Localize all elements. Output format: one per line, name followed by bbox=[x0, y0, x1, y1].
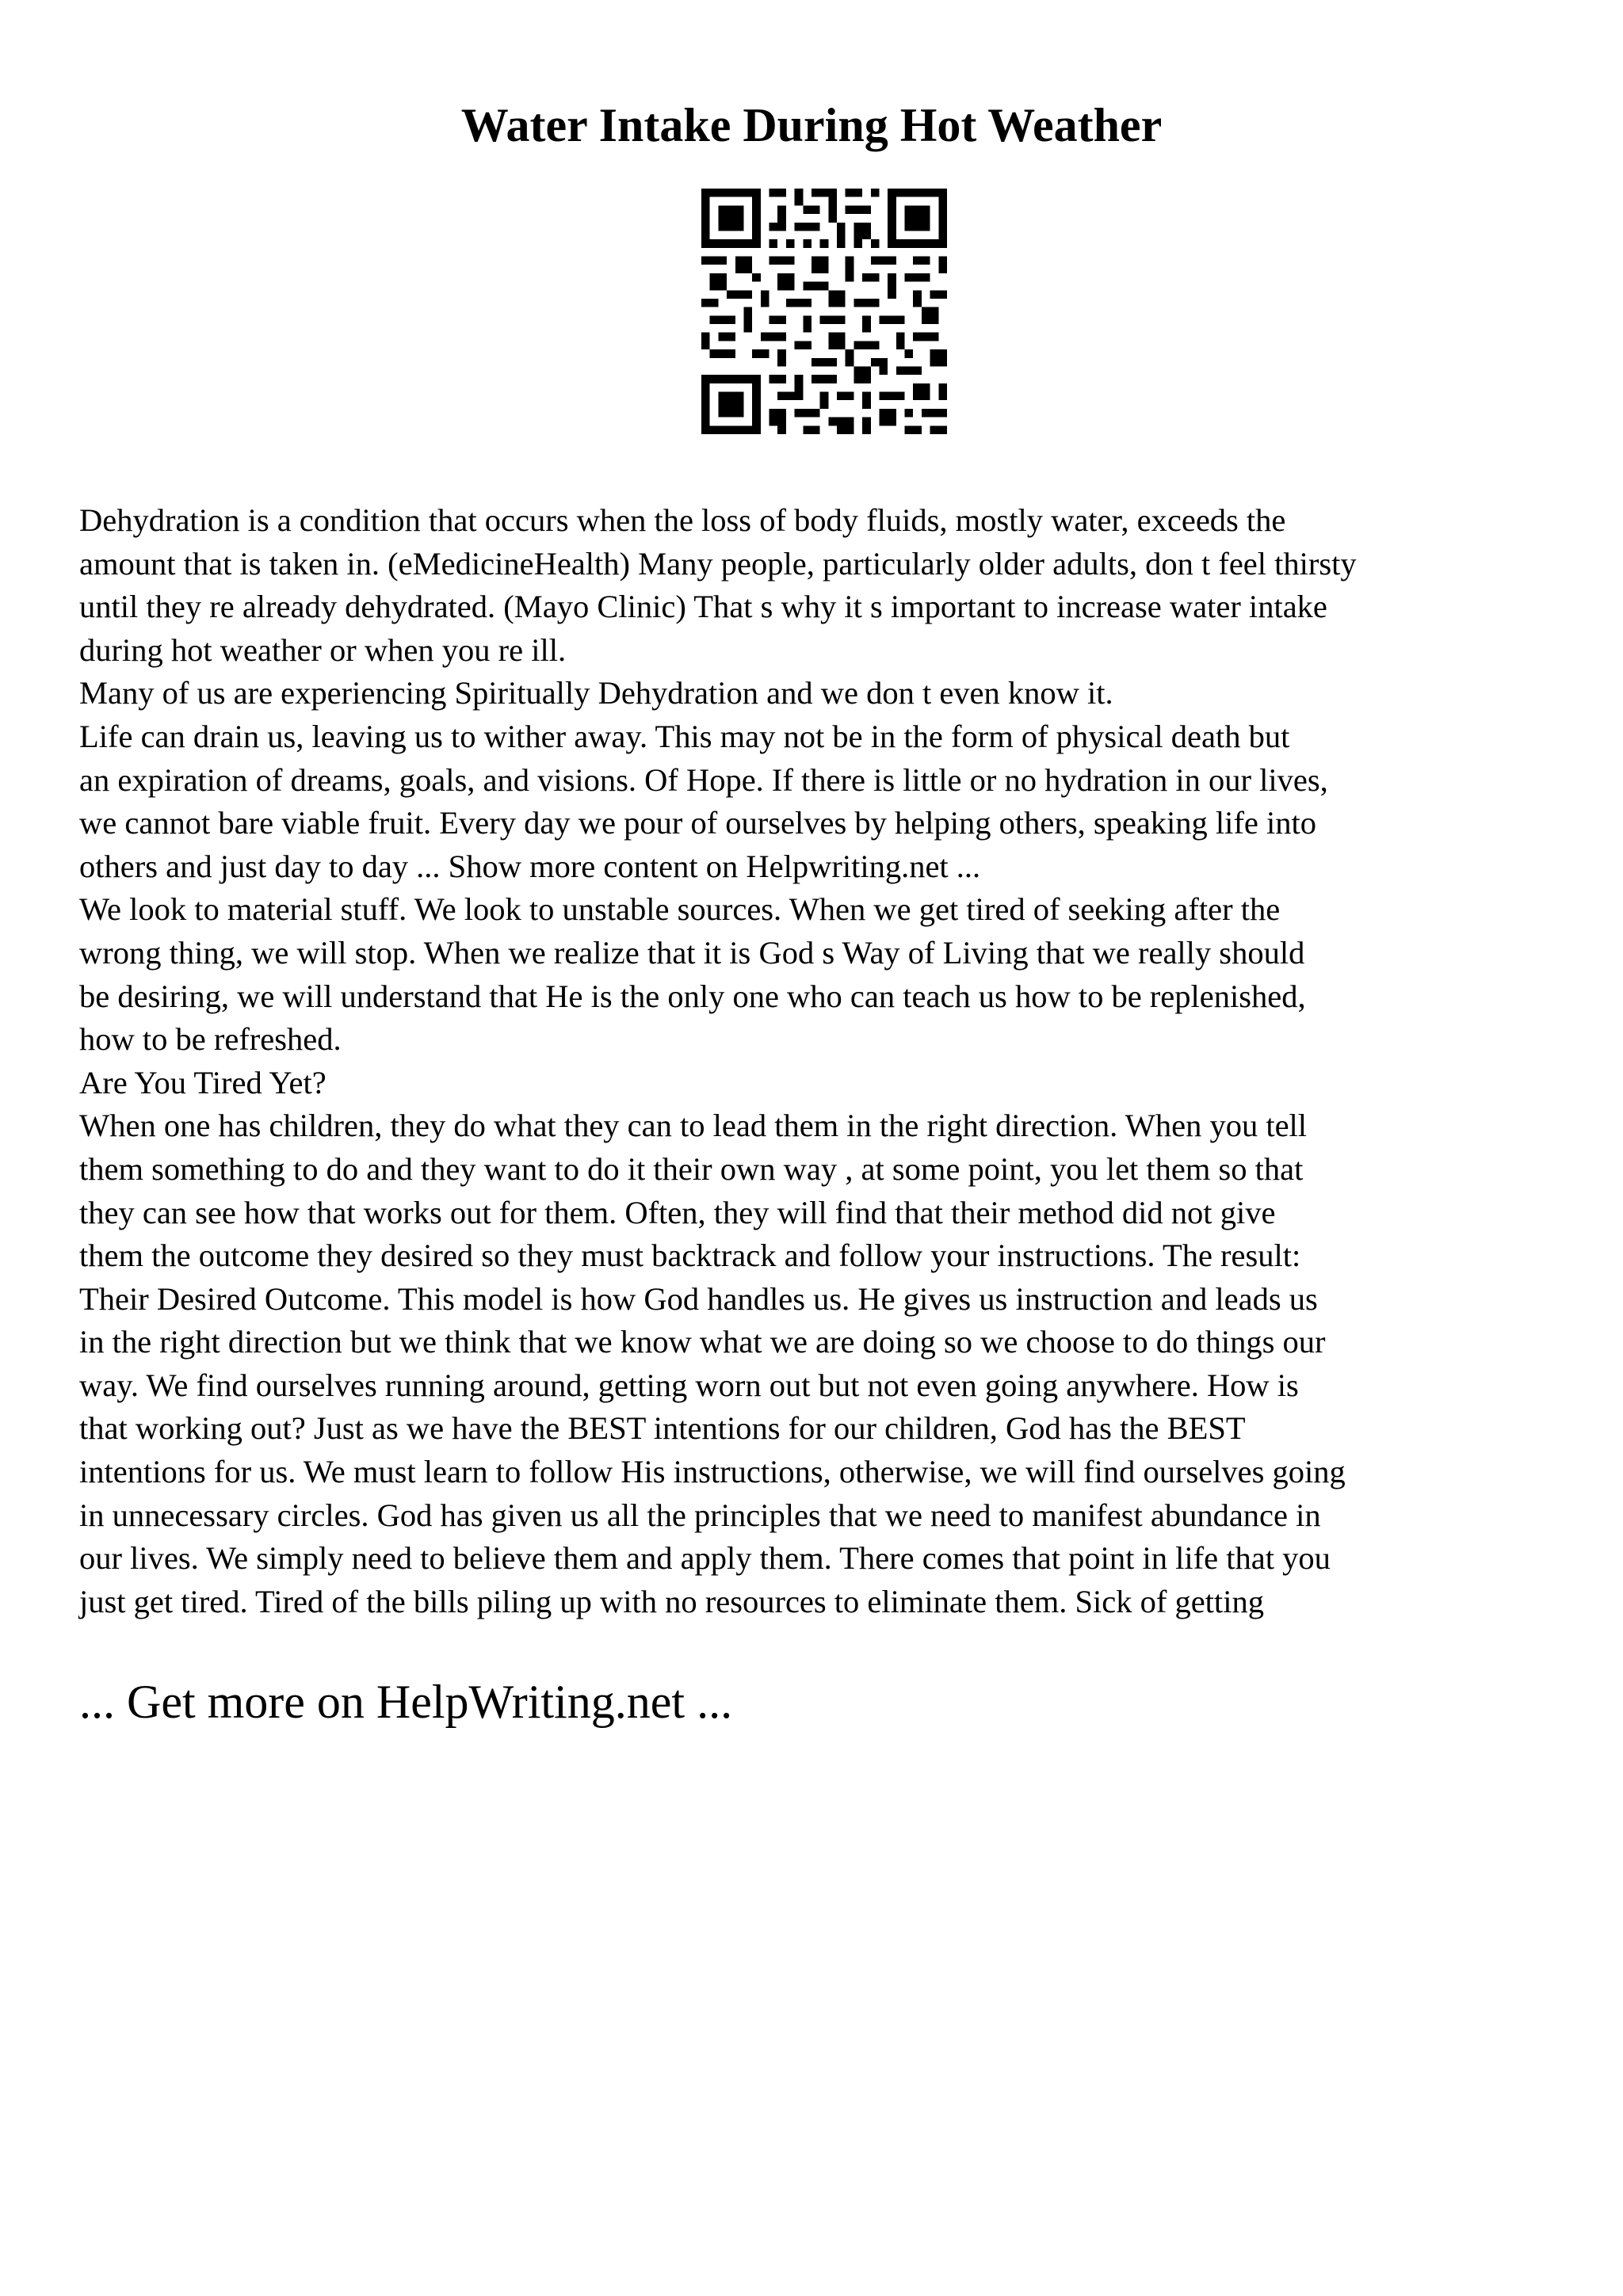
text-line: we cannot bare viable fruit. Every day we pour of ourselves by helping others, speaking life into bbox=[79, 805, 1317, 841]
text-line: way. We find ourselves running around, getting worn out but not even going anywhere. How is bbox=[79, 1367, 1299, 1403]
text-line: intentions for us. We must learn to follow His instructions, otherwise, we will find ourselves going bbox=[79, 1454, 1346, 1490]
text-line: in the right direction but we think that we know what we are doing so we choose to do things our bbox=[79, 1324, 1326, 1360]
text-line: them the outcome they desired so they must backtrack and follow your instructions. The result: bbox=[79, 1238, 1301, 1274]
text-line: an expiration of dreams, goals, and visions. Of Hope. If there is little or no hydration in our lives, bbox=[79, 761, 1328, 798]
text-line: Dehydration is a condition that occurs when the loss of body fluids, mostly water, exceeds the bbox=[79, 502, 1286, 538]
footer-link-text: ... Get more on HelpWriting.net ... bbox=[79, 1676, 733, 1728]
text-line: be desiring, we will understand that He is the only one who can teach us how to be replenished, bbox=[79, 978, 1306, 1014]
text-line: Their Desired Outcome. This model is how God handles us. He gives us instruction and leads us bbox=[79, 1280, 1318, 1317]
text-line: that working out? Just as we have the BEST intentions for our children, God has the BEST bbox=[79, 1410, 1246, 1447]
text-line: amount that is taken in. (eMedicineHealth) Many people, particularly older adults, don t feel thirsty bbox=[79, 545, 1357, 582]
qr-finder-top-left bbox=[701, 189, 761, 248]
body-text bbox=[79, 499, 1569, 1623]
qr-finder-top-right bbox=[888, 189, 947, 248]
text-line: wrong thing, we will stop. When we realize that it is God s Way of Living that we really should bbox=[79, 934, 1305, 971]
text-line: others and just day to day ... Show more content on Helpwriting.net ... bbox=[79, 848, 981, 884]
text-line: When one has children, they do what they can to lead them in the right direction. When you tell bbox=[79, 1108, 1308, 1144]
text-line: until they re already dehydrated. (Mayo Clinic) That s why it s important to increase water intake bbox=[79, 589, 1327, 625]
text-line: them something to do and they want to do it their own way , at some point, you let them so that bbox=[79, 1150, 1304, 1187]
text-line: during hot weather or when you re ill. bbox=[79, 631, 567, 668]
text-line: Many of us are experiencing Spiritually Dehydration and we don t even know it. bbox=[79, 675, 1113, 711]
text-line: they can see how that works out for them. Often, they will find that their method did not give bbox=[79, 1194, 1276, 1230]
text-line: Are You Tired Yet? bbox=[79, 1064, 327, 1100]
qr-finder-bottom-left bbox=[701, 375, 761, 434]
qr-code-icon bbox=[701, 189, 947, 434]
text-line: in unnecessary circles. God has given us all the principles that we need to manifest abundance in bbox=[79, 1497, 1321, 1533]
text-line: Life can drain us, leaving us to wither away. This may not be in the form of physical death but bbox=[79, 718, 1290, 754]
text-line: We look to material stuff. We look to unstable sources. When we get tired of seeking after the bbox=[79, 891, 1281, 928]
document-title: Water Intake During Hot Weather bbox=[460, 99, 1163, 151]
text-line: our lives. We simply need to believe them and apply them. There comes that point in life that you bbox=[79, 1540, 1331, 1577]
text-line: how to be refreshed. bbox=[79, 1021, 342, 1058]
text-line: just get tired. Tired of the bills piling up with no resources to eliminate them. Sick of getting bbox=[79, 1583, 1264, 1619]
